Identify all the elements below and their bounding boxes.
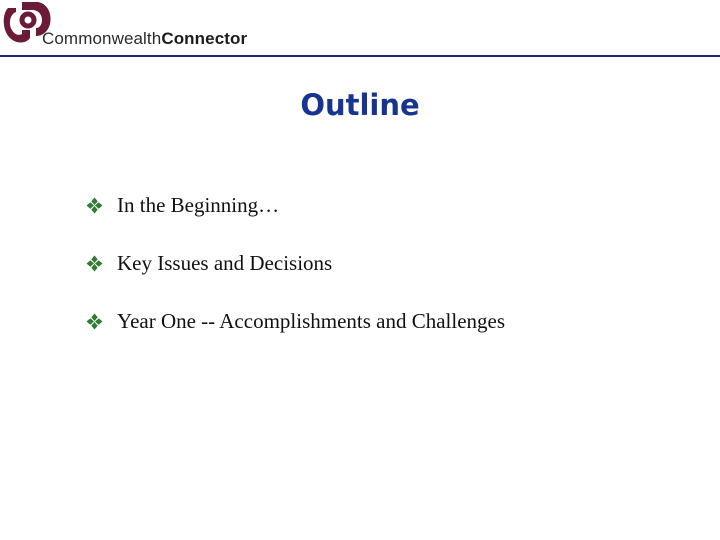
slide-title: [0, 88, 720, 122]
four-diamond-bullet-icon: [86, 255, 103, 272]
brand-wordmark: [42, 29, 247, 49]
bullet-list: [86, 188, 505, 362]
bullet-text: Key Issues and Decisions: [117, 250, 333, 275]
bullet-item: [86, 246, 505, 280]
four-diamond-bullet-icon: [86, 313, 103, 330]
header-rule: [0, 55, 720, 57]
bullet-item: [86, 188, 505, 222]
four-diamond-bullet-icon: [86, 197, 103, 214]
brand-wordmark-bold: Connector: [161, 29, 248, 48]
bullet-text: Year One -- Accomplishments and Challenges: [117, 308, 506, 333]
bullet-item: [86, 304, 505, 338]
bullet-text: In the Beginning…: [117, 192, 280, 217]
header: [0, 0, 720, 58]
brand-wordmark-regular: Commonwealth: [42, 29, 162, 48]
slide-title-text: Outline: [300, 88, 420, 122]
